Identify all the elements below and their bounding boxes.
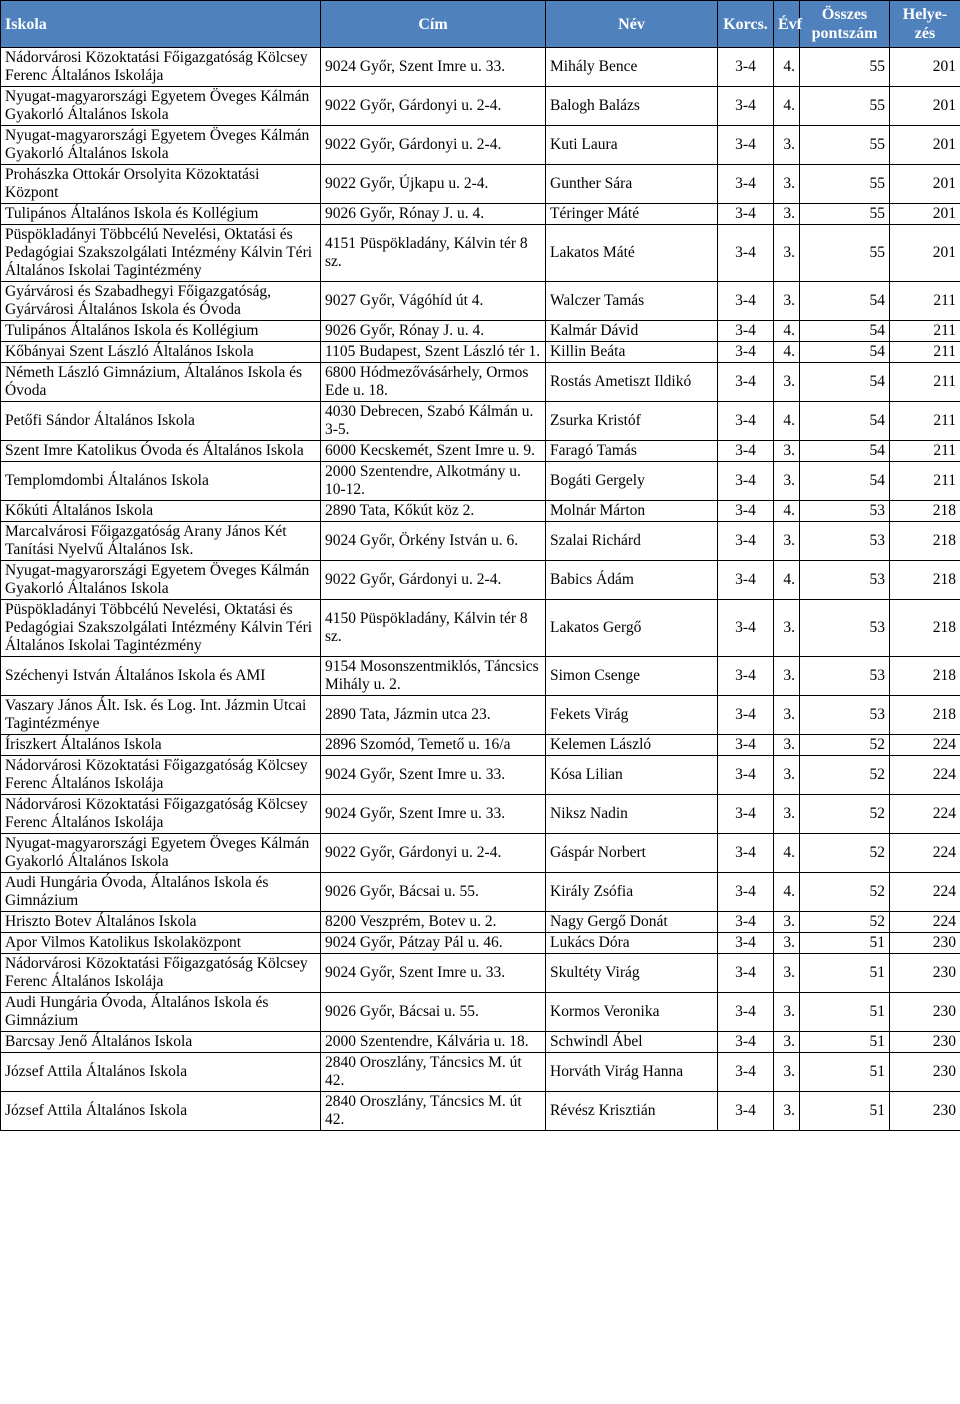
points-cell: 52 <box>800 756 890 795</box>
grade-cell: 3-4 <box>718 225 774 282</box>
grade-cell: 3-4 <box>718 834 774 873</box>
name-cell: Faragó Tamás <box>546 441 718 462</box>
points-cell: 52 <box>800 873 890 912</box>
table-row <box>1 126 960 165</box>
address-cell: 9022 Győr, Gárdonyi u. 2-4. <box>321 834 546 873</box>
name-cell: Horváth Virág Hanna <box>546 1053 718 1092</box>
school-cell: Nádorvárosi Közoktatási Főigazgatóság Kölcsey Ferenc Általános Iskolája <box>1 954 321 993</box>
rank-cell: 218 <box>890 696 960 735</box>
address-cell: 9024 Győr, Szent Imre u. 33. <box>321 795 546 834</box>
header-name: Név <box>546 1 718 48</box>
address-cell: 2890 Tata, Jázmin utca 23. <box>321 696 546 735</box>
points-cell: 55 <box>800 165 890 204</box>
grade-cell: 3-4 <box>718 321 774 342</box>
address-cell: 9022 Győr, Gárdonyi u. 2-4. <box>321 126 546 165</box>
table-row <box>1 225 960 282</box>
year-cell: 3. <box>774 756 800 795</box>
rank-cell: 230 <box>890 1032 960 1053</box>
rank-cell: 211 <box>890 402 960 441</box>
points-cell: 54 <box>800 282 890 321</box>
points-cell: 55 <box>800 87 890 126</box>
grade-cell: 3-4 <box>718 126 774 165</box>
year-cell: 3. <box>774 165 800 204</box>
name-cell: Szalai Richárd <box>546 522 718 561</box>
year-cell: 4. <box>774 48 800 87</box>
name-cell: Skultéty Virág <box>546 954 718 993</box>
rank-cell: 201 <box>890 204 960 225</box>
school-cell: Prohászka Ottokár Orsolyita Közoktatási Központ <box>1 165 321 204</box>
name-cell: Nagy Gergő Donát <box>546 912 718 933</box>
table-row <box>1 282 960 321</box>
school-cell: Íriszkert Általános Iskola <box>1 735 321 756</box>
address-cell: 1105 Budapest, Szent László tér 1. <box>321 342 546 363</box>
table-row <box>1 48 960 87</box>
header-grade: Korcs. <box>718 1 774 48</box>
year-cell: 4. <box>774 321 800 342</box>
grade-cell: 3-4 <box>718 795 774 834</box>
table-row <box>1 735 960 756</box>
year-cell: 3. <box>774 1092 800 1131</box>
points-cell: 51 <box>800 1032 890 1053</box>
address-cell: 2896 Szomód, Temető u. 16/a <box>321 735 546 756</box>
table-row <box>1 696 960 735</box>
address-cell: 4151 Püspökladány, Kálvin tér 8 sz. <box>321 225 546 282</box>
points-cell: 55 <box>800 126 890 165</box>
school-cell: Tulipános Általános Iskola és Kollégium <box>1 204 321 225</box>
rank-cell: 224 <box>890 756 960 795</box>
table-row <box>1 321 960 342</box>
grade-cell: 3-4 <box>718 933 774 954</box>
address-cell: 2000 Szentendre, Alkotmány u. 10-12. <box>321 462 546 501</box>
address-cell: 2840 Oroszlány, Táncsics M. út 42. <box>321 1053 546 1092</box>
points-cell: 55 <box>800 225 890 282</box>
name-cell: Lakatos Máté <box>546 225 718 282</box>
year-cell: 3. <box>774 600 800 657</box>
rank-cell: 218 <box>890 501 960 522</box>
points-cell: 51 <box>800 1092 890 1131</box>
table-row <box>1 657 960 696</box>
grade-cell: 3-4 <box>718 363 774 402</box>
table-row <box>1 363 960 402</box>
points-cell: 52 <box>800 834 890 873</box>
points-cell: 54 <box>800 402 890 441</box>
table-row <box>1 462 960 501</box>
school-cell: Nádorvárosi Közoktatási Főigazgatóság Kölcsey Ferenc Általános Iskolája <box>1 756 321 795</box>
school-cell: József Attila Általános Iskola <box>1 1053 321 1092</box>
name-cell: Niksz Nadin <box>546 795 718 834</box>
grade-cell: 3-4 <box>718 165 774 204</box>
year-cell: 3. <box>774 126 800 165</box>
grade-cell: 3-4 <box>718 1032 774 1053</box>
rank-cell: 230 <box>890 933 960 954</box>
table-row <box>1 402 960 441</box>
rank-cell: 201 <box>890 225 960 282</box>
points-cell: 54 <box>800 342 890 363</box>
rank-cell: 230 <box>890 954 960 993</box>
school-cell: Kőbányai Szent László Általános Iskola <box>1 342 321 363</box>
rank-cell: 211 <box>890 321 960 342</box>
address-cell: 2840 Oroszlány, Táncsics M. út 42. <box>321 1092 546 1131</box>
address-cell: 4150 Püspökladány, Kálvin tér 8 sz. <box>321 600 546 657</box>
year-cell: 3. <box>774 282 800 321</box>
address-cell: 6000 Kecskemét, Szent Imre u. 9. <box>321 441 546 462</box>
grade-cell: 3-4 <box>718 756 774 795</box>
year-cell: 4. <box>774 402 800 441</box>
address-cell: 8200 Veszprém, Botev u. 2. <box>321 912 546 933</box>
rank-cell: 224 <box>890 735 960 756</box>
table-row <box>1 954 960 993</box>
grade-cell: 3-4 <box>718 402 774 441</box>
table-row <box>1 561 960 600</box>
school-cell: Vaszary János Ált. Isk. és Log. Int. Jázmin Utcai Tagintézménye <box>1 696 321 735</box>
address-cell: 2000 Szentendre, Kálvária u. 18. <box>321 1032 546 1053</box>
rank-cell: 218 <box>890 522 960 561</box>
table-row <box>1 1032 960 1053</box>
school-cell: Templomdombi Általános Iskola <box>1 462 321 501</box>
address-cell: 9024 Győr, Szent Imre u. 33. <box>321 48 546 87</box>
grade-cell: 3-4 <box>718 522 774 561</box>
points-cell: 54 <box>800 462 890 501</box>
year-cell: 3. <box>774 795 800 834</box>
rank-cell: 201 <box>890 126 960 165</box>
grade-cell: 3-4 <box>718 657 774 696</box>
name-cell: Bogáti Gergely <box>546 462 718 501</box>
school-cell: Püspökladányi Többcélú Nevelési, Oktatási és Pedagógiai Szakszolgálati Intézmény Kálvin Téri Általános Iskolai Tagintézmény <box>1 225 321 282</box>
rank-cell: 201 <box>890 87 960 126</box>
address-cell: 9026 Győr, Bácsai u. 55. <box>321 873 546 912</box>
address-cell: 9022 Győr, Gárdonyi u. 2-4. <box>321 87 546 126</box>
school-cell: Audi Hungária Óvoda, Általános Iskola és Gimnázium <box>1 993 321 1032</box>
header-address: Cím <box>321 1 546 48</box>
points-cell: 53 <box>800 696 890 735</box>
school-cell: Széchenyi István Általános Iskola és AMI <box>1 657 321 696</box>
points-cell: 53 <box>800 600 890 657</box>
table-row <box>1 1092 960 1131</box>
table-row <box>1 204 960 225</box>
rank-cell: 224 <box>890 873 960 912</box>
school-cell: Szent Imre Katolikus Óvoda és Általános Iskola <box>1 441 321 462</box>
table-row <box>1 834 960 873</box>
year-cell: 3. <box>774 462 800 501</box>
school-cell: Apor Vilmos Katolikus Iskolaközpont <box>1 933 321 954</box>
name-cell: Kalmár Dávid <box>546 321 718 342</box>
year-cell: 4. <box>774 342 800 363</box>
points-cell: 51 <box>800 954 890 993</box>
name-cell: Schwindl Ábel <box>546 1032 718 1053</box>
name-cell: Gunther Sára <box>546 165 718 204</box>
address-cell: 4030 Debrecen, Szabó Kálmán u. 3-5. <box>321 402 546 441</box>
rank-cell: 201 <box>890 165 960 204</box>
school-cell: Németh László Gimnázium, Általános Iskola és Óvoda <box>1 363 321 402</box>
grade-cell: 3-4 <box>718 561 774 600</box>
table-row <box>1 933 960 954</box>
year-cell: 3. <box>774 912 800 933</box>
grade-cell: 3-4 <box>718 1053 774 1092</box>
table-row <box>1 501 960 522</box>
table-row <box>1 600 960 657</box>
table-row <box>1 87 960 126</box>
address-cell: 9024 Győr, Pátzay Pál u. 46. <box>321 933 546 954</box>
name-cell: Kuti Laura <box>546 126 718 165</box>
name-cell: Révész Krisztián <box>546 1092 718 1131</box>
school-cell: Nádorvárosi Közoktatási Főigazgatóság Kölcsey Ferenc Általános Iskolája <box>1 795 321 834</box>
name-cell: Kormos Veronika <box>546 993 718 1032</box>
address-cell: 9026 Győr, Bácsai u. 55. <box>321 993 546 1032</box>
year-cell: 3. <box>774 696 800 735</box>
table-row <box>1 912 960 933</box>
school-cell: Nyugat-magyarországi Egyetem Öveges Kálmán Gyakorló Általános Iskola <box>1 561 321 600</box>
year-cell: 3. <box>774 933 800 954</box>
school-cell: Audi Hungária Óvoda, Általános Iskola és Gimnázium <box>1 873 321 912</box>
address-cell: 9154 Mosonszentmiklós, Táncsics Mihály u. 2. <box>321 657 546 696</box>
school-cell: Nádorvárosi Közoktatási Főigazgatóság Kölcsey Ferenc Általános Iskolája <box>1 48 321 87</box>
header-school: Iskola <box>1 1 321 48</box>
year-cell: 4. <box>774 834 800 873</box>
address-cell: 6800 Hódmezővásárhely, Ormos Ede u. 18. <box>321 363 546 402</box>
rank-cell: 201 <box>890 48 960 87</box>
year-cell: 4. <box>774 561 800 600</box>
year-cell: 3. <box>774 225 800 282</box>
name-cell: Király Zsófia <box>546 873 718 912</box>
rank-cell: 211 <box>890 282 960 321</box>
grade-cell: 3-4 <box>718 954 774 993</box>
table-row <box>1 441 960 462</box>
grade-cell: 3-4 <box>718 204 774 225</box>
rank-cell: 224 <box>890 834 960 873</box>
address-cell: 9024 Győr, Örkény István u. 6. <box>321 522 546 561</box>
header-points: Összes pontszám <box>800 1 890 48</box>
table-row <box>1 795 960 834</box>
grade-cell: 3-4 <box>718 48 774 87</box>
points-cell: 54 <box>800 363 890 402</box>
table-row <box>1 756 960 795</box>
grade-cell: 3-4 <box>718 873 774 912</box>
table-row <box>1 993 960 1032</box>
points-cell: 52 <box>800 912 890 933</box>
points-cell: 54 <box>800 321 890 342</box>
year-cell: 4. <box>774 501 800 522</box>
points-cell: 53 <box>800 501 890 522</box>
year-cell: 3. <box>774 441 800 462</box>
name-cell: Zsurka Kristóf <box>546 402 718 441</box>
year-cell: 3. <box>774 1032 800 1053</box>
points-cell: 51 <box>800 993 890 1032</box>
school-cell: Püspökladányi Többcélú Nevelési, Oktatási és Pedagógiai Szakszolgálati Intézmény Kálvin Téri Általános Iskolai Tagintézmény <box>1 600 321 657</box>
year-cell: 3. <box>774 363 800 402</box>
points-cell: 53 <box>800 522 890 561</box>
address-cell: 9024 Győr, Szent Imre u. 33. <box>321 756 546 795</box>
points-cell: 55 <box>800 204 890 225</box>
points-cell: 53 <box>800 561 890 600</box>
table-row <box>1 873 960 912</box>
rank-cell: 218 <box>890 657 960 696</box>
grade-cell: 3-4 <box>718 87 774 126</box>
points-cell: 54 <box>800 441 890 462</box>
points-cell: 53 <box>800 657 890 696</box>
name-cell: Mihály Bence <box>546 48 718 87</box>
name-cell: Molnár Márton <box>546 501 718 522</box>
grade-cell: 3-4 <box>718 501 774 522</box>
rank-cell: 218 <box>890 600 960 657</box>
name-cell: Téringer Máté <box>546 204 718 225</box>
rank-cell: 230 <box>890 1053 960 1092</box>
address-cell: 9027 Győr, Vágóhíd út 4. <box>321 282 546 321</box>
rank-cell: 211 <box>890 363 960 402</box>
points-cell: 51 <box>800 1053 890 1092</box>
header-year: Évf <box>774 1 800 48</box>
year-cell: 3. <box>774 993 800 1032</box>
rank-cell: 230 <box>890 993 960 1032</box>
name-cell: Gáspár Norbert <box>546 834 718 873</box>
table-body <box>1 48 960 1131</box>
year-cell: 3. <box>774 204 800 225</box>
name-cell: Killin Beáta <box>546 342 718 363</box>
school-cell: József Attila Általános Iskola <box>1 1092 321 1131</box>
name-cell: Kelemen László <box>546 735 718 756</box>
grade-cell: 3-4 <box>718 735 774 756</box>
address-cell: 9022 Győr, Újkapu u. 2-4. <box>321 165 546 204</box>
name-cell: Lukács Dóra <box>546 933 718 954</box>
table-row <box>1 522 960 561</box>
grade-cell: 3-4 <box>718 600 774 657</box>
name-cell: Simon Csenge <box>546 657 718 696</box>
header-row <box>1 1 960 48</box>
school-cell: Petőfi Sándor Általános Iskola <box>1 402 321 441</box>
year-cell: 3. <box>774 522 800 561</box>
rank-cell: 211 <box>890 462 960 501</box>
year-cell: 3. <box>774 954 800 993</box>
header-rank: Helye-zés <box>890 1 960 48</box>
name-cell: Babics Ádám <box>546 561 718 600</box>
rank-cell: 211 <box>890 441 960 462</box>
grade-cell: 3-4 <box>718 993 774 1032</box>
address-cell: 9026 Győr, Rónay J. u. 4. <box>321 204 546 225</box>
table-row <box>1 1053 960 1092</box>
name-cell: Rostás Ametiszt Ildikó <box>546 363 718 402</box>
rank-cell: 230 <box>890 1092 960 1131</box>
points-cell: 51 <box>800 933 890 954</box>
points-cell: 52 <box>800 795 890 834</box>
table-row <box>1 165 960 204</box>
name-cell: Lakatos Gergő <box>546 600 718 657</box>
school-cell: Barcsay Jenő Általános Iskola <box>1 1032 321 1053</box>
name-cell: Fekets Virág <box>546 696 718 735</box>
points-cell: 55 <box>800 48 890 87</box>
school-cell: Gyárvárosi és Szabadhegyi Főigazgatóság, Gyárvárosi Általános Iskola és Óvoda <box>1 282 321 321</box>
year-cell: 4. <box>774 873 800 912</box>
school-cell: Nyugat-magyarországi Egyetem Öveges Kálmán Gyakorló Általános Iskola <box>1 126 321 165</box>
rank-cell: 211 <box>890 342 960 363</box>
school-cell: Marcalvárosi Főigazgatóság Arany János Két Tanítási Nyelvű Általános Isk. <box>1 522 321 561</box>
school-cell: Hriszto Botev Általános Iskola <box>1 912 321 933</box>
school-cell: Kőkúti Általános Iskola <box>1 501 321 522</box>
school-cell: Nyugat-magyarországi Egyetem Öveges Kálmán Gyakorló Általános Iskola <box>1 834 321 873</box>
year-cell: 3. <box>774 735 800 756</box>
address-cell: 9022 Győr, Gárdonyi u. 2-4. <box>321 561 546 600</box>
grade-cell: 3-4 <box>718 462 774 501</box>
table-row <box>1 342 960 363</box>
address-cell: 2890 Tata, Kőkút köz 2. <box>321 501 546 522</box>
points-cell: 52 <box>800 735 890 756</box>
address-cell: 9024 Győr, Szent Imre u. 33. <box>321 954 546 993</box>
name-cell: Kósa Lilian <box>546 756 718 795</box>
grade-cell: 3-4 <box>718 696 774 735</box>
rank-cell: 224 <box>890 912 960 933</box>
grade-cell: 3-4 <box>718 441 774 462</box>
year-cell: 3. <box>774 1053 800 1092</box>
grade-cell: 3-4 <box>718 1092 774 1131</box>
table-header <box>1 1 960 48</box>
grade-cell: 3-4 <box>718 342 774 363</box>
grade-cell: 3-4 <box>718 282 774 321</box>
school-cell: Tulipános Általános Iskola és Kollégium <box>1 321 321 342</box>
school-cell: Nyugat-magyarországi Egyetem Öveges Kálmán Gyakorló Általános Iskola <box>1 87 321 126</box>
year-cell: 3. <box>774 657 800 696</box>
address-cell: 9026 Győr, Rónay J. u. 4. <box>321 321 546 342</box>
rank-cell: 224 <box>890 795 960 834</box>
name-cell: Balogh Balázs <box>546 87 718 126</box>
name-cell: Walczer Tamás <box>546 282 718 321</box>
rank-cell: 218 <box>890 561 960 600</box>
year-cell: 4. <box>774 87 800 126</box>
grade-cell: 3-4 <box>718 912 774 933</box>
